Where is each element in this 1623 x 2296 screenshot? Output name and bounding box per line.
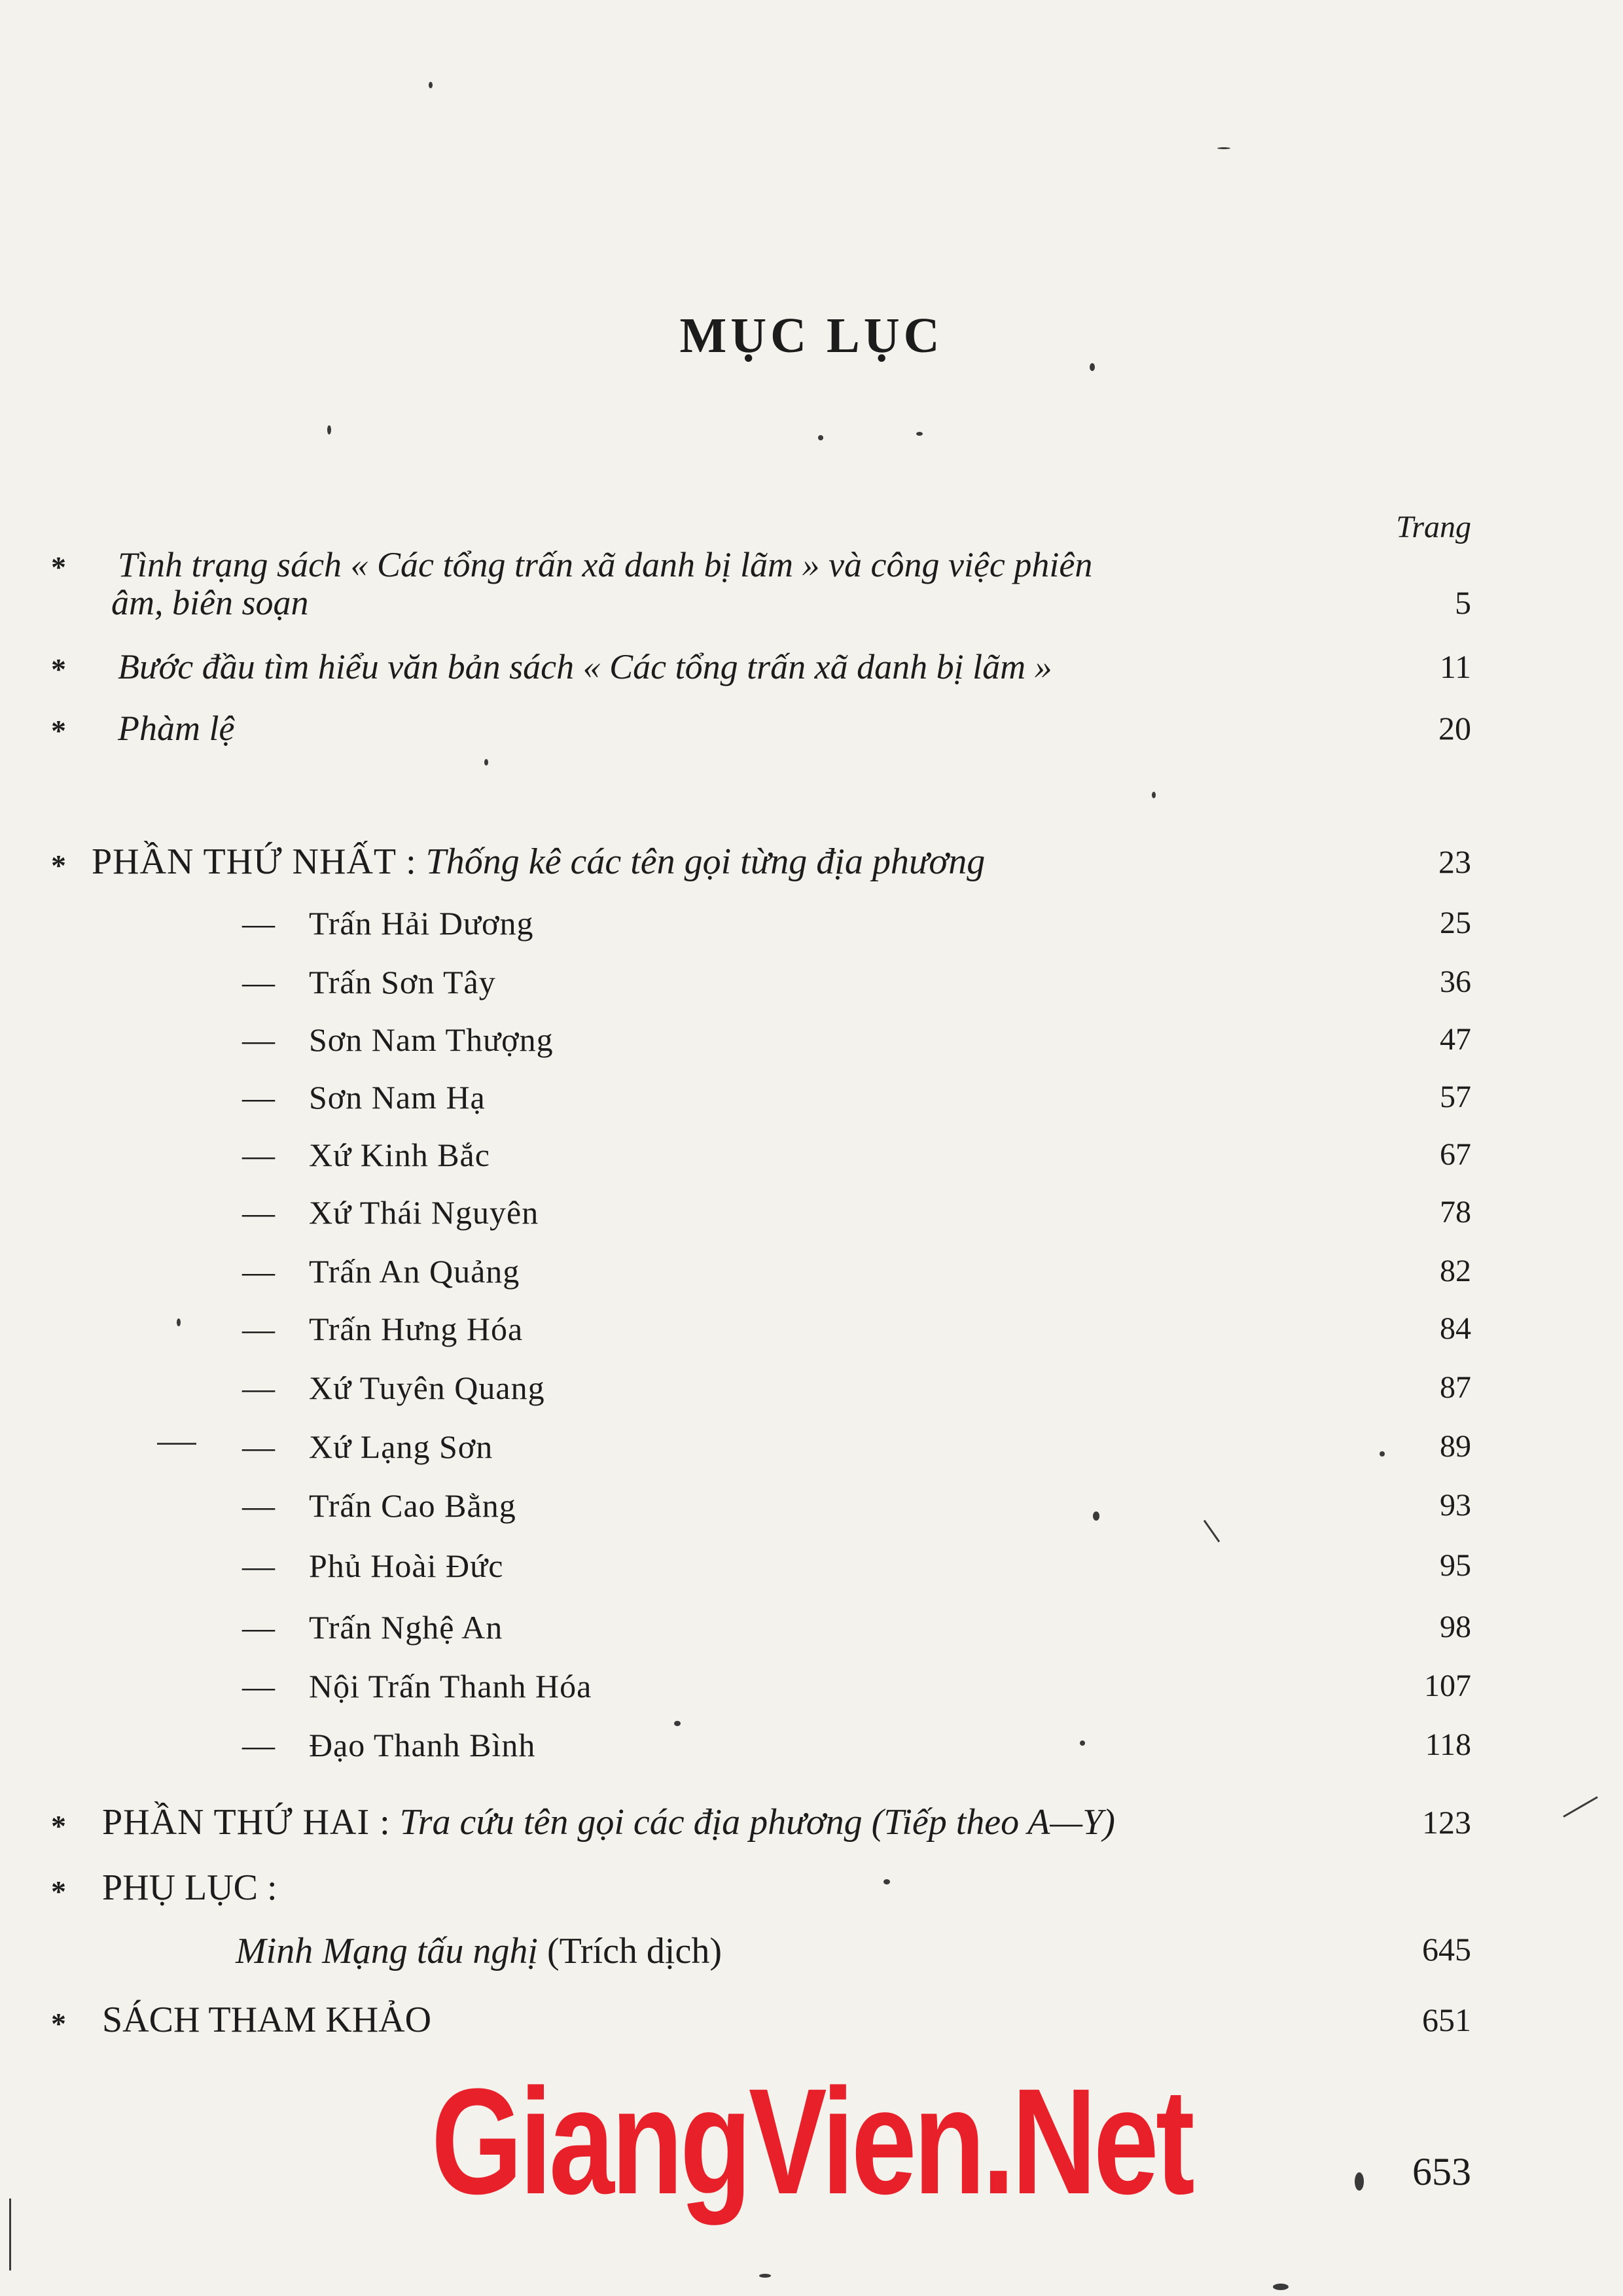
bullet-marker: *: [51, 1809, 66, 1843]
part-label: PHẦN THỨ HAI :: [102, 1802, 391, 1843]
scan-speck: [484, 759, 488, 766]
scan-speck: [1355, 2172, 1364, 2191]
appendix-item-note: (Trích dịch): [546, 1931, 722, 1971]
scan-speck: [157, 1443, 196, 1445]
part-label: PHẦN THỨ NHẤT :: [92, 841, 417, 882]
subentry-text: Trấn Sơn Tây: [309, 964, 496, 1000]
dash-marker: —: [242, 905, 275, 942]
scan-speck: [1563, 1796, 1597, 1818]
references-label: SÁCH THAM KHẢO: [102, 2000, 432, 2040]
scan-speck: [1273, 2284, 1289, 2290]
scan-speck: [1204, 1520, 1220, 1542]
page-number: 123: [1422, 1804, 1471, 1841]
page-number: 78: [1440, 1195, 1471, 1229]
dash-marker: —: [242, 1021, 275, 1058]
subentry-text: Trấn Nghệ An: [309, 1609, 503, 1646]
dash-marker: —: [242, 1311, 275, 1347]
scan-speck: [177, 1318, 181, 1326]
page-number: 82: [1440, 1254, 1471, 1288]
dash-marker: —: [242, 1137, 275, 1173]
page-number: 107: [1424, 1669, 1471, 1703]
scan-speck: [818, 435, 823, 440]
part-description: Tra cứu tên gọi các địa phương: [399, 1802, 863, 1843]
page-number: 25: [1440, 906, 1471, 940]
page-number: 36: [1440, 964, 1471, 999]
scan-speck: [1152, 792, 1156, 798]
subentry-text: Xứ Thái Nguyên: [309, 1194, 539, 1231]
page-number: 84: [1440, 1311, 1471, 1346]
part-range-note: (Tiếp theo A—Y): [871, 1802, 1115, 1843]
page-number: 11: [1439, 648, 1471, 685]
scan-speck: [327, 425, 331, 434]
entry-text: Bước đầu tìm hiểu văn bản sách « Các tổng trấn xã danh bị lãm »: [118, 647, 1052, 686]
watermark-logo: GiangVien.Net: [431, 2057, 1192, 2225]
scan-speck: [916, 432, 923, 436]
bullet-marker: *: [51, 652, 66, 686]
part-description: Thống kê các tên gọi từng địa phương: [425, 841, 986, 882]
bullet-marker: *: [51, 1875, 66, 1908]
dash-marker: —: [242, 1079, 275, 1116]
entry-text: Tình trạng sách « Các tổng trấn xã danh bị lãm » và công việc phiên: [118, 545, 1093, 584]
scan-speck: [429, 82, 433, 88]
dash-marker: —: [242, 1487, 275, 1524]
subentry-text: Sơn Nam Thượng: [309, 1021, 554, 1058]
entry-text: Phàm lệ: [118, 709, 235, 748]
bullet-marker: *: [51, 714, 66, 747]
subentry-text: Trấn Cao Bằng: [309, 1487, 516, 1524]
dash-marker: —: [242, 1668, 275, 1704]
dash-marker: —: [242, 1727, 275, 1763]
scan-speck: [674, 1721, 681, 1726]
page-number: 87: [1440, 1370, 1471, 1405]
page-number: 57: [1440, 1080, 1471, 1114]
appendix-item-title: Minh Mạng tấu nghị: [236, 1931, 538, 1971]
subentry-text: Phủ Hoài Đức: [309, 1547, 504, 1584]
scan-speck: [1080, 1740, 1085, 1746]
subentry-text: Nội Trấn Thanh Hóa: [309, 1668, 592, 1704]
page-number: 67: [1440, 1137, 1471, 1172]
dash-marker: —: [242, 1428, 275, 1465]
subentry-text: Trấn An Quảng: [309, 1253, 520, 1290]
part-heading-text: [92, 840, 1270, 883]
page-column-header: Trang: [1396, 510, 1471, 544]
scan-speck: [759, 2274, 771, 2278]
subentry-text: Đạo Thanh Bình: [309, 1727, 536, 1763]
bullet-marker: *: [51, 550, 66, 584]
dash-marker: —: [242, 1194, 275, 1231]
entry-text-line2: âm, biên soạn: [111, 583, 309, 622]
bullet-marker: *: [51, 2007, 66, 2040]
page-number: 93: [1440, 1488, 1471, 1523]
scan-speck: [1090, 363, 1095, 371]
appendix-label: PHỤ LỤC :: [102, 1867, 277, 1908]
scan-speck: [1217, 147, 1230, 149]
dash-marker: —: [242, 1547, 275, 1584]
page-title: MỤC LỤC: [679, 308, 944, 363]
page-number: 118: [1425, 1727, 1471, 1762]
page-number: 5: [1455, 584, 1471, 621]
subentry-text: Trấn Hưng Hóa: [309, 1311, 524, 1347]
scan-speck: [9, 2199, 11, 2270]
appendix-item-text: [236, 1930, 722, 1972]
subentry-text: Xứ Tuyên Quang: [309, 1369, 545, 1406]
page-number: 47: [1440, 1022, 1471, 1057]
part-heading-text: [102, 1801, 1280, 1844]
page-number: 95: [1440, 1548, 1471, 1583]
page-number: 23: [1438, 843, 1471, 880]
dash-marker: —: [242, 1253, 275, 1290]
subentry-text: Xứ Kinh Bắc: [309, 1137, 490, 1173]
page-number: 651: [1422, 2002, 1471, 2038]
subentry-text: Trấn Hải Dương: [309, 905, 534, 942]
bullet-marker: *: [51, 849, 66, 882]
subentry-text: Sơn Nam Hạ: [309, 1079, 486, 1116]
page-number: 89: [1440, 1429, 1471, 1464]
footer-page-number: 653: [1412, 2150, 1471, 2193]
dash-marker: —: [242, 1369, 275, 1406]
page-number: 98: [1440, 1610, 1471, 1644]
dash-marker: —: [242, 1609, 275, 1646]
dash-marker: —: [242, 964, 275, 1000]
scan-speck: [1380, 1451, 1385, 1457]
scan-speck: [1093, 1511, 1099, 1521]
page-number: 645: [1422, 1931, 1471, 1968]
scan-speck: [883, 1879, 890, 1884]
page-number: 20: [1438, 710, 1471, 747]
subentry-text: Xứ Lạng Sơn: [309, 1428, 493, 1465]
